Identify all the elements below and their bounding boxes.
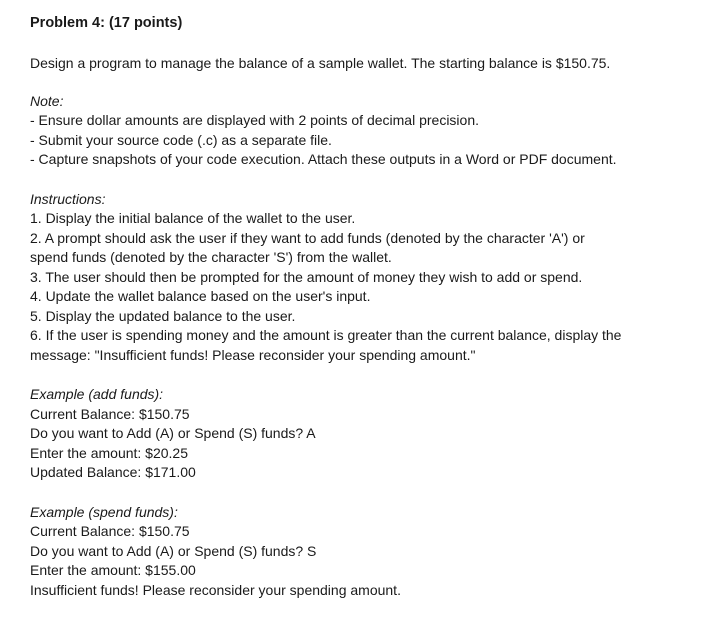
note-item: - Ensure dollar amounts are displayed with 2 points of decimal precision. xyxy=(30,112,480,128)
instruction-item: message: "Insufficient funds! Please reconsider your spending amount." xyxy=(30,346,476,363)
example-spend-line: Do you want to Add (A) or Spend (S) funds? S xyxy=(30,542,317,559)
instruction-item: 1. Display the initial balance of the wallet to the user. xyxy=(30,210,356,226)
example-add-line: Do you want to Add (A) or Spend (S) funds? A xyxy=(30,425,316,441)
instruction-item: 3. The user should then be prompted for the amount of money they wish to add or spend. xyxy=(30,268,583,285)
example-spend-line: Enter the amount: $155.00 xyxy=(30,562,196,578)
example-spend-section xyxy=(30,503,700,601)
instruction-item: 5. Display the updated balance to the user. xyxy=(30,307,296,324)
example-spend-line: Current Balance: $150.75 xyxy=(30,523,190,539)
note-item: - Capture snapshots of your code execution. Attach these outputs in a Word or PDF document. xyxy=(30,151,617,167)
example-add-line: Enter the amount: $20.25 xyxy=(30,444,188,461)
example-add-line: Updated Balance: $171.00 xyxy=(30,464,196,480)
instruction-item: 4. Update the wallet balance based on the user's input. xyxy=(30,288,371,304)
example-add-title: Example (add funds): xyxy=(30,386,164,402)
document-body xyxy=(30,14,700,600)
note-title: Note: xyxy=(30,92,64,109)
note-section xyxy=(30,92,700,170)
instruction-item: 6. If the user is spending money and the amount is greater than the current balance, display the xyxy=(30,327,622,343)
instruction-item: spend funds (denoted by the character 'S') from the wallet. xyxy=(30,249,392,265)
example-add-section xyxy=(30,385,700,483)
problem-heading: Problem 4: (17 points) xyxy=(30,15,183,31)
instruction-item: 2. A prompt should ask the user if they want to add funds (denoted by the character 'A') or xyxy=(30,229,585,246)
instructions-title: Instructions: xyxy=(30,190,106,207)
instructions-section xyxy=(30,190,700,366)
example-spend-line: Insufficient funds! Please reconsider your spending amount. xyxy=(30,581,401,598)
problem-intro: Design a program to manage the balance of a sample wallet. The starting balance is $150.75. xyxy=(30,55,611,71)
example-spend-title: Example (spend funds): xyxy=(30,503,178,520)
example-add-line: Current Balance: $150.75 xyxy=(30,405,190,422)
note-item: - Submit your source code (.c) as a separate file. xyxy=(30,131,332,148)
